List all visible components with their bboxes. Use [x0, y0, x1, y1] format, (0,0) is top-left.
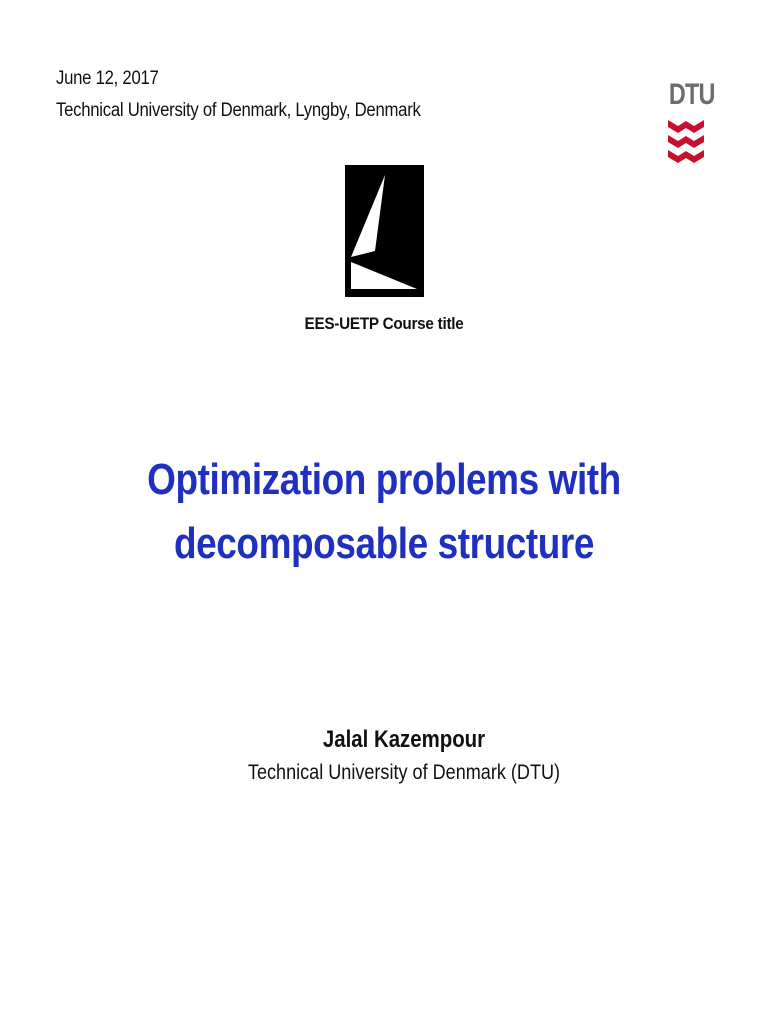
- author-affiliation: Technical University of Denmark (DTU): [247, 761, 561, 784]
- date-line: June 12, 2017: [56, 68, 159, 89]
- author-name: Jalal Kazempour: [322, 726, 486, 753]
- sail-emblem-icon: [345, 165, 424, 297]
- main-title: [61, 448, 706, 576]
- dtu-emblem-icon: [666, 118, 706, 166]
- main-title-line-2: decomposable structure: [173, 519, 595, 568]
- dtu-logo-text: DTU: [668, 78, 715, 111]
- course-title: EES-UETP Course title: [304, 314, 464, 333]
- location-line: Technical University of Denmark, Lyngby, Denmark: [56, 100, 421, 121]
- dtu-logo: [664, 78, 715, 168]
- main-title-line-1: Optimization problems with: [147, 455, 621, 504]
